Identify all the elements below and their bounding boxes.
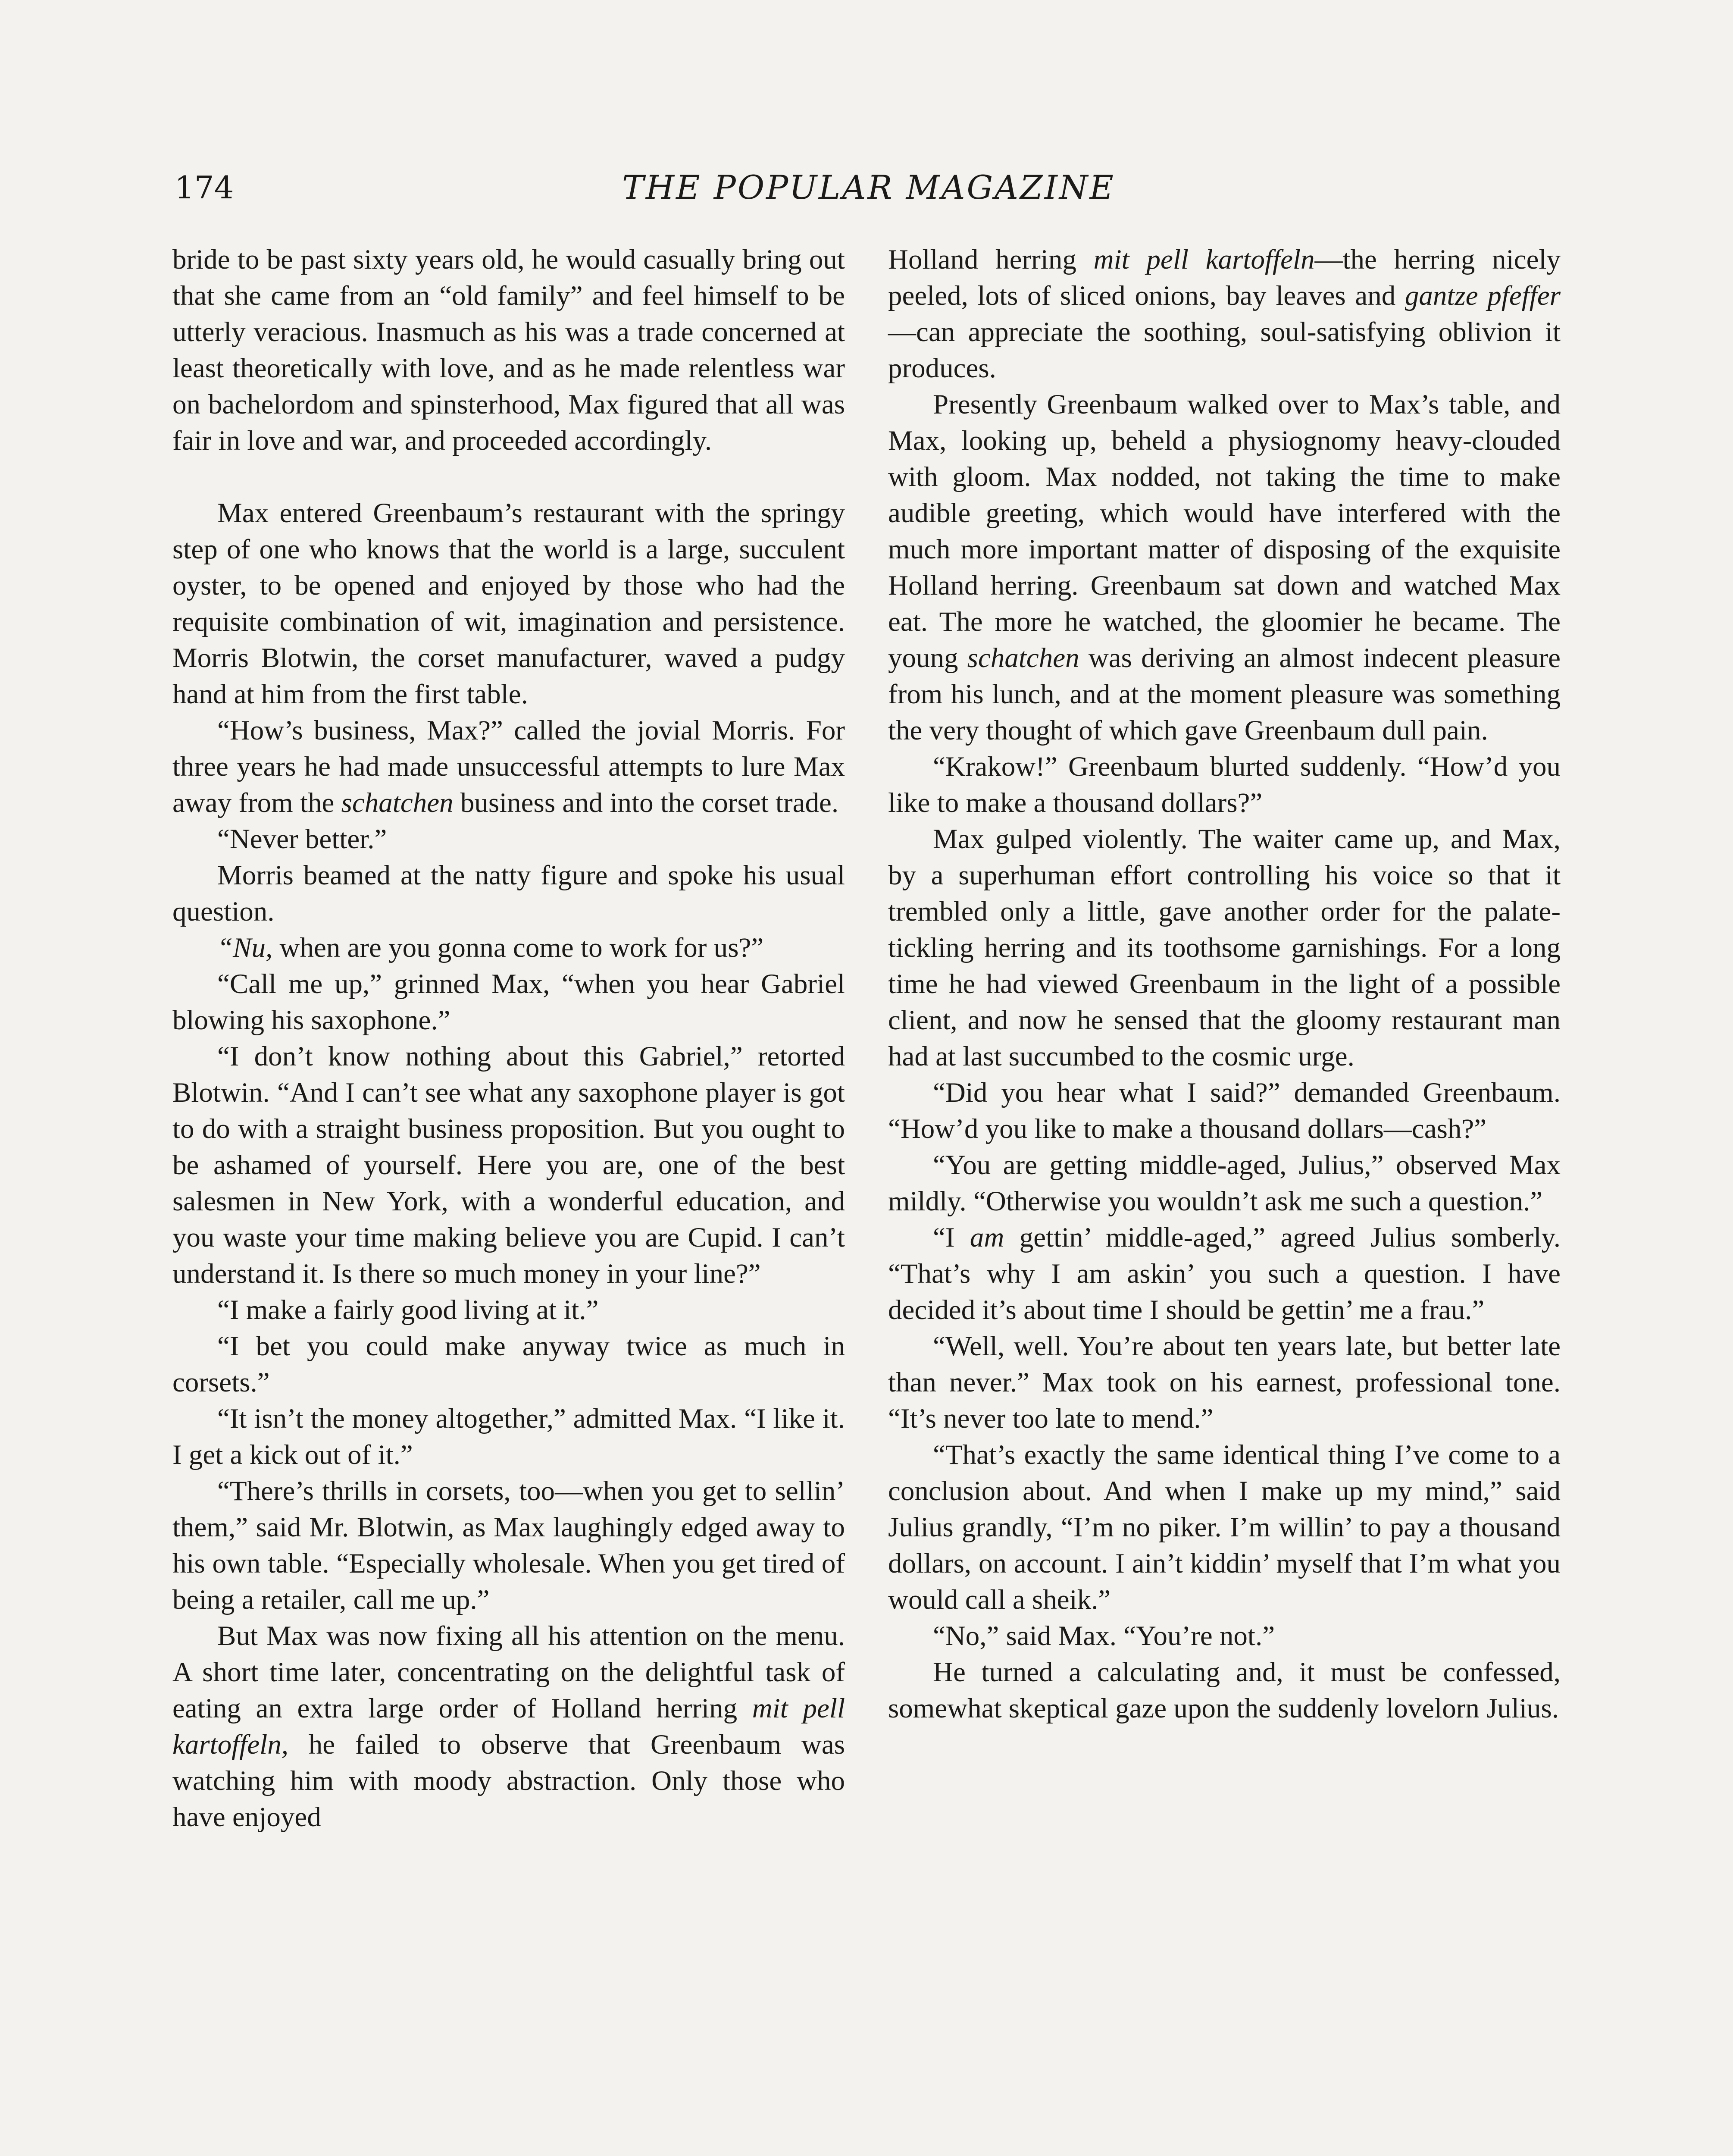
paragraph: “I am gettin’ middle-aged,” agreed Julius somberly. “That’s why I am askin’ you such a question. I have decided it’s about time I should be gettin’ me a frau.”: [888, 1222, 1561, 1326]
paragraph: “How’s business, Max?” called the jovial Morris. For three years he had made unsuccessful attempts to lure Max away from the schatchen business and into the corset trade.: [172, 715, 845, 818]
paragraph: “Well, well. You’re about ten years late, but better late than never.” Max took on his earnest, professional tone. “It’s never too late to mend.”: [888, 1331, 1561, 1434]
paragraph: Presently Greenbaum walked over to Max’s table, and Max, looking up, beheld a physiognomy heavy-clouded with gloom. Max nodded, not taking the time to make audible greeting, which would have interfered with the much more important matter of disposing of the exquisite Holland herring. Greenbaum sat down and watched Max eat. The more he watched, the gloomier he became. The young schatchen was deriving an almost indecent pleasure from his lunch, and at the moment pleasure was something the very thought of which gave Greenbaum dull pain.: [888, 389, 1561, 746]
page-number: 174: [175, 169, 234, 206]
running-title: THE POPULAR MAGAZINE: [622, 168, 1115, 207]
paragraph: “I bet you could make anyway twice as much in corsets.”: [172, 1331, 845, 1398]
paragraph: “Never better.”: [217, 824, 387, 855]
paragraph: Holland herring mit pell kartoffeln—the herring nicely peeled, lots of sliced onions, bay leaves and gantze pfeffer—can appreciate the soothing, soul-satisfying oblivion it produces.: [888, 244, 1561, 384]
paragraph: But Max was now fixing all his attention on the menu. A short time later, concentrating on the delightful task of eating an extra large order of Holland herring mit pell kartoffeln, he failed to observe that Greenbaum was watching him with moody abstraction. Only those who have enjoyed: [172, 1620, 845, 1833]
paragraph: “Krakow!” Greenbaum blurted suddenly. “How’d you like to make a thousand dollars?”: [888, 751, 1561, 818]
paragraph: “It isn’t the money altogether,” admitted Max. “I like it. I get a kick out of it.”: [172, 1403, 845, 1470]
paragraph: Morris beamed at the natty figure and spoke his usual question.: [172, 860, 845, 927]
right-column: [888, 241, 1561, 2156]
paragraph: “Nu, when are you gonna come to work for us?”: [217, 932, 764, 963]
left-column: [172, 241, 845, 2156]
paragraph: Max entered Greenbaum’s restaurant with the springy step of one who knows that the world is a large, succulent oyster, to be opened and enjoyed by those who had the requisite combination of wit, imagination and persistence. Morris Blotwin, the corset manufacturer, waved a pudgy hand at him from the first table.: [172, 498, 845, 710]
paragraph: bride to be past sixty years old, he would casually bring out that she came from an “old family” and feel himself to be utterly veracious. Inasmuch as his was a trade concerned at least theoretically with love, and as he made relentless war on bachelordom and spinsterhood, Max figured that all was fair in love and war, and proceeded accordingly.: [172, 244, 845, 456]
paragraph: “Call me up,” grinned Max, “when you hear Gabriel blowing his saxophone.”: [172, 968, 845, 1036]
paragraph: “Did you hear what I said?” demanded Greenbaum. “How’d you like to make a thousand dollars—cash?”: [888, 1077, 1561, 1144]
paragraph: “That’s exactly the same identical thing I’ve come to a conclusion about. And when I make up my mind,” said Julius grandly, “I’m no piker. I’m willin’ to pay a thousand dollars, on account. I ain’t kiddin’ myself that I’m what you would call a sheik.”: [888, 1439, 1561, 1615]
paragraph: He turned a calculating and, it must be confessed, somewhat skeptical gaze upon the suddenly lovelorn Julius.: [888, 1657, 1561, 1724]
paragraph: Max gulped violently. The waiter came up, and Max, by a superhuman effort controlling his voice so that it trembled only a little, gave another order for the palate-tickling herring and its toothsome garnishings. For a long time he had viewed Greenbaum in the light of a possible client, and now he sensed that the gloomy restaurant man had at last succumbed to the cosmic urge.: [888, 824, 1561, 1072]
paragraph: “I make a fairly good living at it.”: [217, 1294, 599, 1326]
page-header: [175, 166, 1563, 218]
paragraph: “I don’t know nothing about this Gabriel,” retorted Blotwin. “And I can’t see what any saxophone player is got to do with a straight business proposition. But you ought to be ashamed of yourself. Here you are, one of the best salesmen in New York, with a wonderful education, and you waste your time making believe you are Cupid. I can’t understand it. Is there so much money in your line?”: [172, 1041, 845, 1289]
paragraph: “No,” said Max. “You’re not.”: [933, 1620, 1275, 1651]
paragraph: “There’s thrills in corsets, too—when you get to sellin’ them,” said Mr. Blotwin, as Max laughingly edged away to his own table. “Especially wholesale. When you get tired of being a retailer, call me up.”: [172, 1476, 845, 1615]
paragraph: “You are getting middle-aged, Julius,” observed Max mildly. “Otherwise you wouldn’t ask me such a question.”: [888, 1150, 1561, 1217]
